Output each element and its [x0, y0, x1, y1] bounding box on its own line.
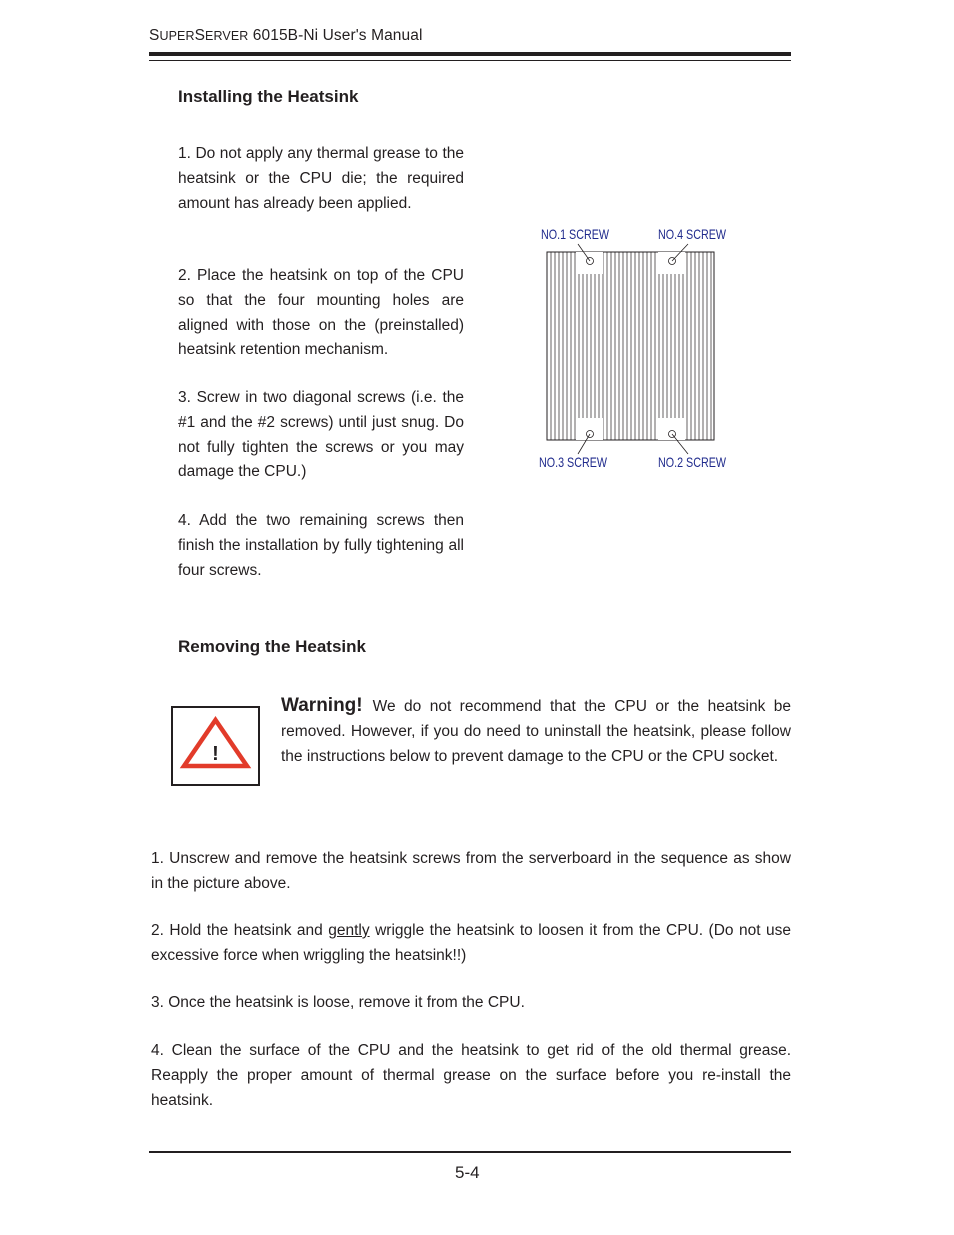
header-rule-thin	[149, 60, 791, 61]
install-step-4: 4. Add the two remaining screws then finish the installation by fully tightening all four screws.	[178, 512, 464, 579]
warning-triangle-icon	[173, 708, 258, 784]
warning-title: Warning!	[281, 695, 363, 716]
label-screw-3: NO.3 SCREW	[539, 454, 608, 470]
heatsink-body	[547, 252, 714, 440]
header-rest: 6015B-Ni User's Manual	[248, 27, 423, 44]
remove-step-2-pre: 2. Hold the heatsink and	[151, 922, 329, 939]
warning-box	[171, 706, 260, 786]
label-screw-1: NO.1 SCREW	[541, 226, 610, 242]
screw-pad-2	[658, 418, 685, 440]
label-screw-4: NO.4 SCREW	[658, 226, 727, 242]
header-s2: UPER	[159, 29, 195, 43]
screw-pad-1	[576, 252, 603, 274]
heatsink-fins	[551, 252, 711, 440]
installing-heading: Installing the Heatsink	[178, 87, 359, 106]
remove-step-2	[151, 919, 791, 969]
remove-step-3: 3. Once the heatsink is loose, remove it from the CPU.	[151, 994, 525, 1011]
remove-step-2-emphasis: gently	[328, 922, 370, 939]
header-s3: S	[194, 27, 206, 44]
label-screw-2: NO.2 SCREW	[658, 454, 727, 470]
header-s1: S	[149, 27, 160, 44]
remove-step-2-post: wriggle the heatsink to loosen it from the CPU. (Do not use excessive force when wriggling the heatsink!!)	[151, 922, 791, 964]
warning-body: We do not recommend that the CPU or the heatsink be removed. However, if you do need to uninstall the heatsink, please follow the instructions below to prevent damage to the CPU or the CPU socket.	[281, 698, 791, 765]
running-header	[149, 27, 423, 45]
header-s4: ERVER	[205, 29, 249, 43]
svg-text:!: !	[212, 743, 219, 765]
footer-rule	[149, 1151, 791, 1153]
page-number: 5-4	[455, 1163, 480, 1182]
install-step-2: 2. Place the heatsink on top of the CPU so that the four mounting holes are aligned with those on the (preinstalled) heatsink retention mechanism.	[178, 267, 464, 359]
install-step-3: 3. Screw in two diagonal screws (i.e. the #1 and the #2 screws) until just snug. Do not fully tighten the screws or you may damage the CPU.)	[178, 389, 464, 481]
warning-paragraph	[281, 694, 791, 769]
screw-pad-4	[658, 252, 685, 274]
screw-pad-3	[576, 418, 603, 440]
remove-step-4: 4. Clean the surface of the CPU and the heatsink to get rid of the old thermal grease. Reapply the proper amount of thermal grease on the surface before you re-install the heatsink.	[151, 1042, 791, 1109]
removing-heading: Removing the Heatsink	[178, 637, 366, 656]
heatsink-diagram	[530, 218, 740, 478]
header-rule-thick	[149, 52, 791, 56]
remove-step-1: 1. Unscrew and remove the heatsink screws from the serverboard in the sequence as show in the picture above.	[151, 850, 791, 892]
install-step-1: 1. Do not apply any thermal grease to the heatsink or the CPU die; the required amount has already been applied.	[178, 145, 464, 212]
